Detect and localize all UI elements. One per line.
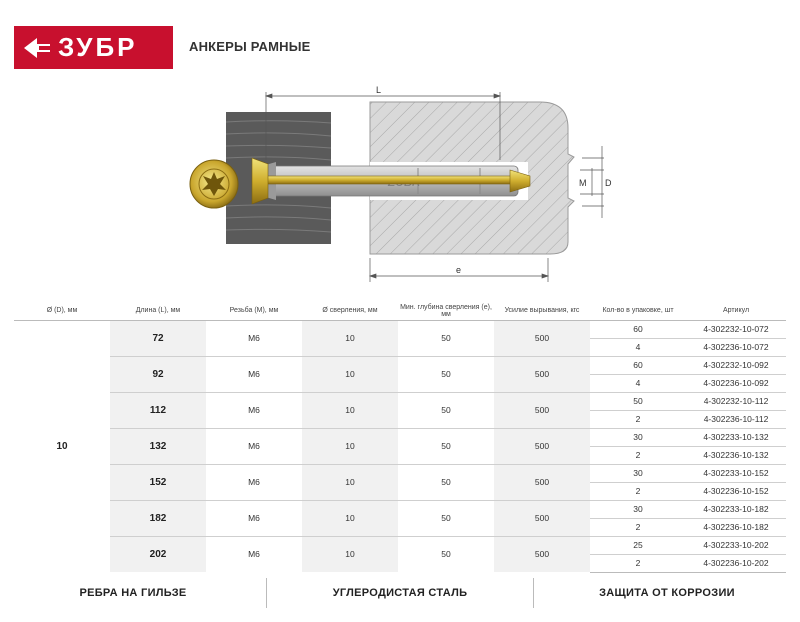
depth-cell: 50 <box>398 356 494 392</box>
length-cell: 202 <box>110 536 206 572</box>
qty-cell: 30 <box>590 464 686 482</box>
header-sku: Артикул <box>686 302 786 320</box>
sku-cell: 4-302233-10-202 <box>686 536 786 554</box>
header-thread: Резьба (M), мм <box>206 302 302 320</box>
thread-cell: M6 <box>206 356 302 392</box>
qty-cell: 4 <box>590 374 686 392</box>
thread-cell: M6 <box>206 464 302 500</box>
depth-cell: 50 <box>398 392 494 428</box>
table-row <box>14 320 786 338</box>
table-row <box>14 500 786 518</box>
table-row <box>14 464 786 482</box>
length-cell: 92 <box>110 356 206 392</box>
qty-cell: 30 <box>590 500 686 518</box>
header-diameter: Ø (D), мм <box>14 302 110 320</box>
sku-cell: 4-302233-10-152 <box>686 464 786 482</box>
sku-cell: 4-302232-10-072 <box>686 320 786 338</box>
sku-cell: 4-302233-10-132 <box>686 428 786 446</box>
table-row <box>14 392 786 410</box>
brand-name: ЗУБР <box>58 32 138 62</box>
qty-cell: 2 <box>590 410 686 428</box>
force-cell: 500 <box>494 536 590 572</box>
qty-cell: 2 <box>590 554 686 572</box>
depth-cell: 50 <box>398 428 494 464</box>
qty-cell: 50 <box>590 392 686 410</box>
length-cell: 72 <box>110 320 206 356</box>
thread-cell: M6 <box>206 536 302 572</box>
sku-cell: 4-302236-10-112 <box>686 410 786 428</box>
depth-cell: 50 <box>398 320 494 356</box>
header-drill: Ø сверления, мм <box>302 302 398 320</box>
depth-cell: 50 <box>398 536 494 572</box>
drill-cell: 10 <box>302 428 398 464</box>
length-cell: 132 <box>110 428 206 464</box>
anchor-diagram <box>180 82 620 288</box>
thread-cell: M6 <box>206 428 302 464</box>
feature-ribbed-sleeve: РЕБРА НА ГИЛЬЗЕ <box>79 587 187 599</box>
force-cell: 500 <box>494 500 590 536</box>
force-cell: 500 <box>494 428 590 464</box>
qty-cell: 2 <box>590 446 686 464</box>
drill-cell: 10 <box>302 320 398 356</box>
sku-cell: 4-302236-10-072 <box>686 338 786 356</box>
sku-cell: 4-302236-10-182 <box>686 518 786 536</box>
thread-cell: M6 <box>206 500 302 536</box>
thread-cell: M6 <box>206 392 302 428</box>
table-row <box>14 356 786 374</box>
sku-cell: 4-302232-10-092 <box>686 356 786 374</box>
length-cell: 112 <box>110 392 206 428</box>
brand-logo <box>14 26 173 69</box>
spec-table <box>14 302 786 573</box>
sku-cell: 4-302232-10-112 <box>686 392 786 410</box>
qty-cell: 30 <box>590 428 686 446</box>
drill-cell: 10 <box>302 536 398 572</box>
dim-label-e: e <box>456 265 462 275</box>
screw-head-icon <box>190 160 238 208</box>
dim-label-D: D <box>605 178 612 188</box>
depth-cell: 50 <box>398 464 494 500</box>
sku-cell: 4-302236-10-152 <box>686 482 786 500</box>
table-header-row <box>14 302 786 320</box>
dim-label-L: L <box>376 85 382 95</box>
qty-cell: 60 <box>590 356 686 374</box>
qty-cell: 2 <box>590 518 686 536</box>
feature-carbon-steel: УГЛЕРОДИСТАЯ СТАЛЬ <box>266 578 533 608</box>
qty-cell: 2 <box>590 482 686 500</box>
force-cell: 500 <box>494 464 590 500</box>
drill-cell: 10 <box>302 356 398 392</box>
qty-cell: 4 <box>590 338 686 356</box>
force-cell: 500 <box>494 356 590 392</box>
header-depth: Мин. глубина сверления (e), мм <box>398 302 494 320</box>
depth-cell: 50 <box>398 500 494 536</box>
page-title: АНКЕРЫ РАМНЫЕ <box>189 39 311 54</box>
sku-cell: 4-302236-10-202 <box>686 554 786 572</box>
sku-cell: 4-302236-10-132 <box>686 446 786 464</box>
length-cell: 152 <box>110 464 206 500</box>
feature-corrosion-protection: ЗАЩИТА ОТ КОРРОЗИИ <box>533 578 800 608</box>
sku-cell: 4-302233-10-182 <box>686 500 786 518</box>
header-qty: Кол-во в упаковке, шт <box>590 302 686 320</box>
header-length: Длина (L), мм <box>110 302 206 320</box>
drill-cell: 10 <box>302 392 398 428</box>
table-row <box>14 428 786 446</box>
force-cell: 500 <box>494 320 590 356</box>
feature-bar <box>0 578 800 608</box>
header-force: Усилие вырывания, кгс <box>494 302 590 320</box>
brand-arrow-icon <box>24 35 50 61</box>
diameter-cell: 10 <box>56 440 68 452</box>
thread-cell: M6 <box>206 320 302 356</box>
sku-cell: 4-302236-10-092 <box>686 374 786 392</box>
drill-cell: 10 <box>302 464 398 500</box>
table-row <box>14 536 786 554</box>
drill-cell: 10 <box>302 500 398 536</box>
length-cell: 182 <box>110 500 206 536</box>
qty-cell: 25 <box>590 536 686 554</box>
dim-label-M: M <box>579 178 587 188</box>
qty-cell: 60 <box>590 320 686 338</box>
force-cell: 500 <box>494 392 590 428</box>
